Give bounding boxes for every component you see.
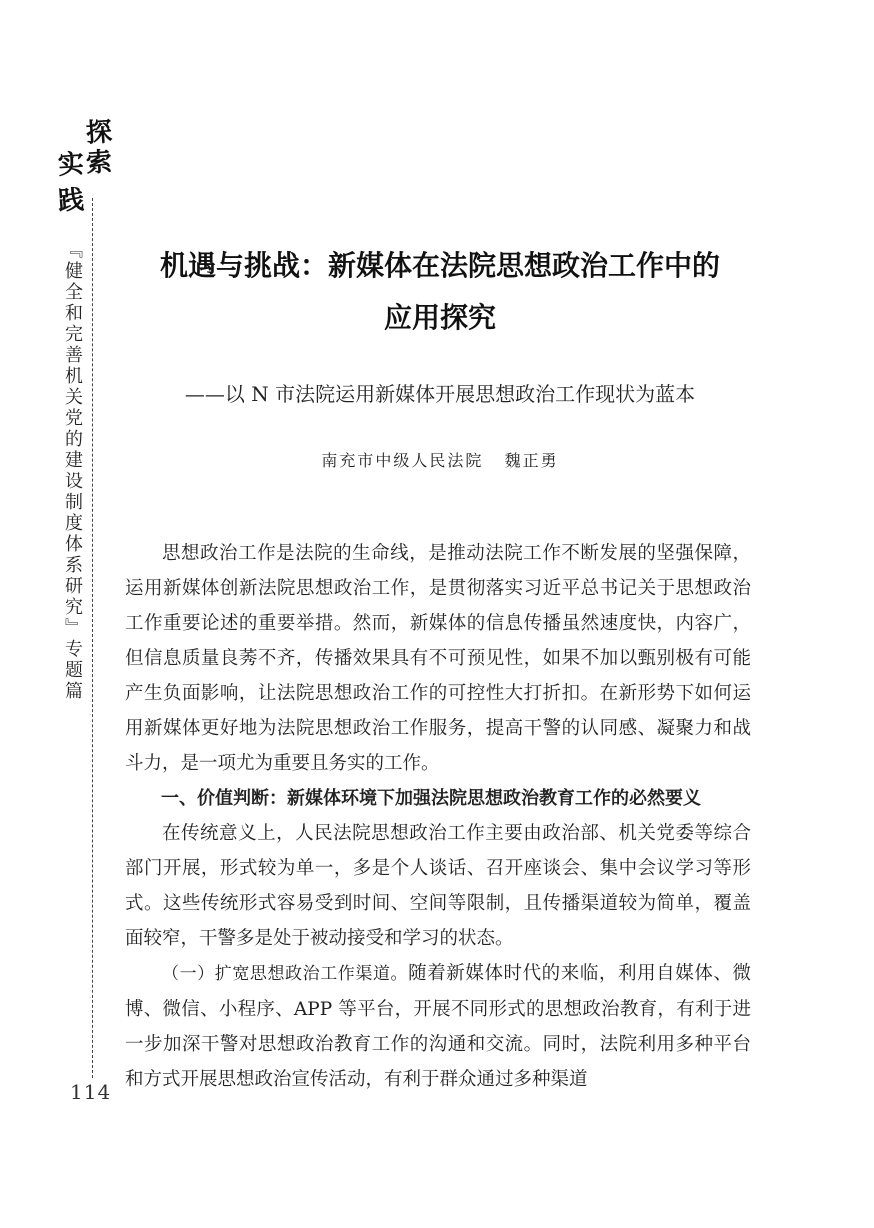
article-body	[125, 536, 751, 1097]
article-title-line1: 机遇与挑战：新媒体在法院思想政治工作中的	[159, 249, 720, 282]
subsection-text: 随着新媒体时代的来临，利用自媒体、微博、微信、小程序、APP 等平台，开展不同形式的思想政治教育，有利于进一步加深干警对思想政治教育工作的沟通和交流。同时，法院利用多种平台和方式开展思想政治宣传活动，有利于群众通过多种渠道	[125, 963, 751, 1090]
logo-glyph: 实	[56, 149, 86, 181]
article-author: 南充市中级人民法院 魏正勇	[321, 451, 559, 470]
body-paragraph: 在传统意义上，人民法院思想政治工作主要由政治部、机关党委等综合部门开展，形式较为单一，多是个人谈话、召开座谈会、集中会议学习等形式。这些传统形式容易受到时间、空间等限制，且传播渠道较为简单，覆盖面较窄，干警多是处于被动接受和学习的状态。	[125, 823, 751, 949]
page-number: 114	[70, 1080, 112, 1104]
article-title	[120, 240, 760, 344]
series-column-label: 『健全和完善机关党的建设制度体系研究』专题篇	[62, 240, 83, 702]
column-logo	[56, 117, 126, 230]
body-paragraph	[125, 956, 751, 1097]
body-paragraph: 思想政治工作是法院的生命线，是推动法院工作不断发展的坚强保障，运用新媒体创新法院思想政治工作，是贯彻落实习近平总书记关于思想政治工作重要论述的重要举措。然而，新媒体的信息传播虽然速度快，内容广，但信息质量良莠不齐，传播效果具有不可预见性，如果不加以甄别极有可能产生负面影响，让法院思想政治工作的可控性大打折扣。在新形势下如何运用新媒体更好地为法院思想政治工作服务，提高干警的认同感、凝聚力和战斗力，是一项尤为重要且务实的工作。	[125, 543, 751, 774]
article-subtitle: ——以 N 市法院运用新媒体开展思想政治工作现状为蓝本	[184, 382, 696, 406]
subsection-lead: （一）扩宽思想政治工作渠道。	[162, 964, 409, 984]
margin-dashed-rule	[92, 198, 93, 1078]
logo-glyph: 践	[56, 185, 86, 217]
logo-glyph: 索	[84, 147, 114, 179]
logo-glyph: 探	[84, 117, 114, 149]
section-heading: 一、价值判断：新媒体环境下加强法院思想政治教育工作的必然要义	[161, 788, 701, 809]
article-title-line2: 应用探究	[383, 301, 496, 334]
